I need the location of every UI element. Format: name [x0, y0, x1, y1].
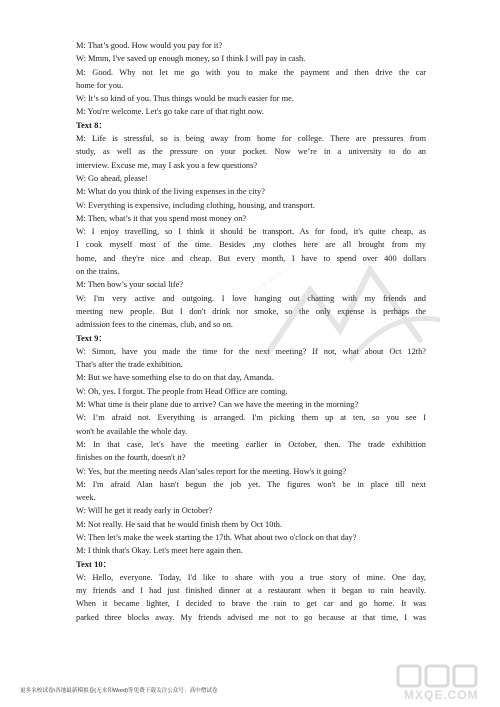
transcript-line: study, as well as the pressure on your pocket. Now we’re in a university to do an [76, 147, 426, 157]
transcript-line: M: Not really. He said that he would finish them by Oct 10th. [76, 519, 283, 529]
transcript-line: W: Yes, but the meeting needs Alan’sales report for the meeting. How's it going? [76, 466, 347, 476]
watermark-text: 高中僧考试卷 公众号：高中僧试卷 [251, 235, 328, 298]
transcript-line: M: What time is their plane due to arrive? Can we have the meeting in the morning? [76, 400, 359, 410]
transcript-line: M: Then, what’s it that you spend most money on? [76, 213, 247, 223]
transcript-line: W: It’s so kind of you. Thus things would be much easier for me. [76, 94, 294, 104]
transcript-line: M: Good. Why not let me go with you to make the payment and then drive the car [76, 67, 426, 77]
transcript-body [76, 39, 426, 624]
transcript-line: interview. Excuse me, may I ask you a few questions? [76, 160, 258, 170]
transcript-line: finishes on the fourth, doesn't it? [76, 453, 186, 463]
transcript-line: W: I’m afraid not. Everything is arranged. I'm picking them up at ten, so you see I [76, 413, 426, 423]
transcript-line: W: Oh, yes. I forgot. The people from Head Office are coming. [76, 386, 288, 396]
transcript-line: When it became lighter, I decided to brave the rain to get car and go home. It was [76, 599, 426, 609]
transcript-line: W: I enjoy travelling, so I think it should be transport. As for food, it's quite cheap, as [76, 227, 426, 237]
transcript-line: won't be available the whole day. [76, 426, 188, 436]
transcript-line: W: Mmm, I've saved up enough money, so I think I will pay in cash. [76, 54, 306, 64]
transcript-line: W: Go ahead, please! [76, 173, 148, 183]
transcript-line: I cook myself most of the time. Besides ,my clothes here are all brought from my [76, 240, 426, 250]
transcript-line: W: Everything is expensive, including clothing, housing, and transport. [76, 200, 315, 210]
transcript-line: W: Simon, have you made the time for the next meeting? If not, what about Oct 12th? [76, 346, 426, 356]
transcript-line: on the trains. [76, 267, 120, 277]
transcript-line: M: I think that's Okay. Let's meet here again then. [76, 546, 243, 556]
transcript-line: M: Then how’s your social life? [76, 280, 184, 290]
transcript-line: M: But we have something else to do on that day, Amanda. [76, 373, 274, 383]
site-logo [392, 662, 492, 704]
logo-url: MXQE.COM [404, 688, 479, 702]
transcript-line: M: I'm afraid Alan hasn't begun the job yet. The figures won't be in place till next [76, 479, 426, 489]
transcript-line: W: Then let’s make the week starting the 17th. What about two o'clock on that day? [76, 532, 357, 542]
section-heading: Text 9： [76, 332, 107, 343]
transcript-line: home for you. [76, 80, 124, 90]
transcript-line: M: Life is stressful, so is being away from home for college. There are pressures from [76, 134, 426, 144]
transcript-line: week. [76, 493, 96, 503]
section-heading: Text 8： [76, 119, 107, 130]
transcript-line: my friends and I had just finished dinner at a restaurant when it began to rain heavily. [76, 586, 426, 596]
transcript-line: M: You're welcome. Let's go take care of that right now. [76, 107, 264, 117]
transcript-line: M: That’s good. How would you pay for it? [76, 41, 223, 50]
transcript-line: W: Will he get it ready early in October? [76, 506, 213, 516]
transcript-line: admission fees to the cinemas, club, and so on. [76, 320, 233, 330]
transcript-line: W: Hello, everyone. Today, I'd like to share with you a true story of mine. One day, [76, 572, 426, 582]
transcript-line: W: I'm very active and outgoing. I love hanging out chatting with my friends and [76, 293, 426, 303]
transcript-line: That's after the trade exhibition. [76, 360, 183, 370]
logo-mark-icon [392, 662, 492, 690]
transcript-line: M: In that case, let's have the meeting earlier in October, then. The trade exhibition [76, 439, 426, 449]
section-heading: Text 10： [76, 558, 112, 569]
transcript-line: meeting new people. But I don't drink nor smoke, so the only expense is perhaps the [76, 306, 426, 316]
footer-note: 更多名校试卷\各地最新模拟卷(无水印Word)等免费下载关注公众号：高中僧试卷 [20, 688, 218, 694]
transcript-line: M: What do you think of the living expenses in the city? [76, 187, 265, 197]
transcript-line: parked three blocks away. My friends advised me not to go because at that time, I was [76, 612, 426, 622]
transcript-line: home, and they're nice and cheap. But every month, I have to spend over 400 dollars [76, 253, 426, 263]
